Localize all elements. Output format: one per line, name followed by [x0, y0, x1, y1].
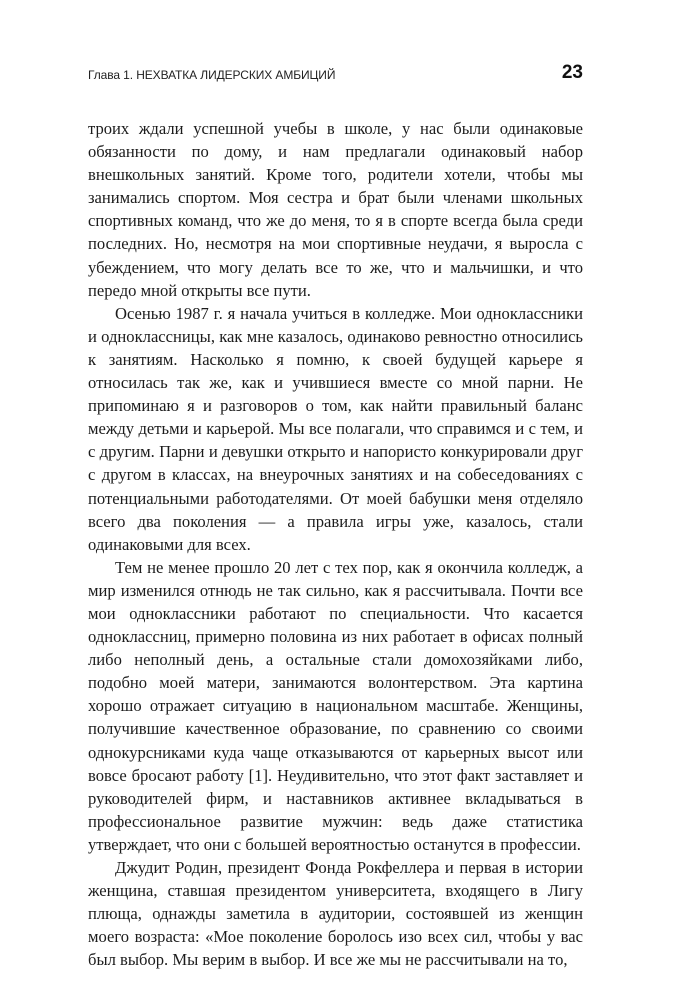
page-header [88, 62, 583, 88]
running-head: Глава 1. НЕХВАТКА ЛИДЕРСКИХ АМБИЦИЙ [88, 68, 336, 82]
body-text [88, 117, 583, 971]
paragraph-2: Осенью 1987 г. я начала учиться в колледже. Мои одноклассники и одноклассницы, как мне казалось, одинаково ревностно относились к занятиям. Насколько я помню, к своей будущей карьере я относилась так же, как и учившиеся вместе со мной парни. Не припоминаю я и разговоров о том, как найти правильный баланс между детьми и карьерой. Мы все полагали, что справимся и с тем, и с другим. Парни и девушки открыто и напористо конкурировали друг с другом в классах, на внеурочных занятиях и на собеседованиях с потенциальными работодателями. От моей бабушки меня отделяло всего два поколения — а правила игры уже, казалось, стали одинаковыми для всех. [88, 303, 583, 554]
paragraph-3: Тем не менее прошло 20 лет с тех пор, как я окончила колледж, а мир изменился отнюдь не так сильно, как я рассчитывала. Почти все мои одноклассники работают по специальности. Что касается одноклассниц, примерно половина из них работает в офисах полный либо неполный день, а остальные стали домохозяйками либо, подобно моей матери, занимаются волонтерством. Эта картина хорошо отражает ситуацию в национальном масштабе. Женщины, получившие качественное образование, по сравнению со своими однокурсниками куда чаще отказываются от карьерных высот или вовсе бросают работу [1]. Неудивительно, что этот факт заставляет и руководителей фирм, и наставников активнее вкладываться в профессиональное развитие мужчин: ведь даже статистика утверждает, что они с большей вероятностью останутся в профессии. [88, 557, 583, 854]
paragraph-4: Джудит Родин, президент Фонда Рокфеллера и первая в истории женщина, ставшая президентом университета, входящего в Лигу плюща, однажды заметила в аудитории, состоявшей из женщин моего возраста: «Мое поколение боролось изо всех сил, чтобы у вас был выбор. Мы верим в выбор. И все же мы не рассчитывали на то, [88, 858, 583, 970]
paragraph-1: троих ждали успешной учебы в школе, у нас были одинаковые обязанности по дому, и нам предлагали одинаковый набор внешкольных занятий. Кроме того, родители хотели, чтобы мы занимались спортом. Моя сестра и брат были членами школьных спортивных команд, что же до меня, то я в спорте всегда была среди последних. Но, несмотря на мои спортивные неудачи, я выросла с убеждением, что могу делать все то же, что и мальчишки, и что передо мной открыты все пути. [88, 119, 583, 300]
page-number: 23 [561, 62, 583, 83]
